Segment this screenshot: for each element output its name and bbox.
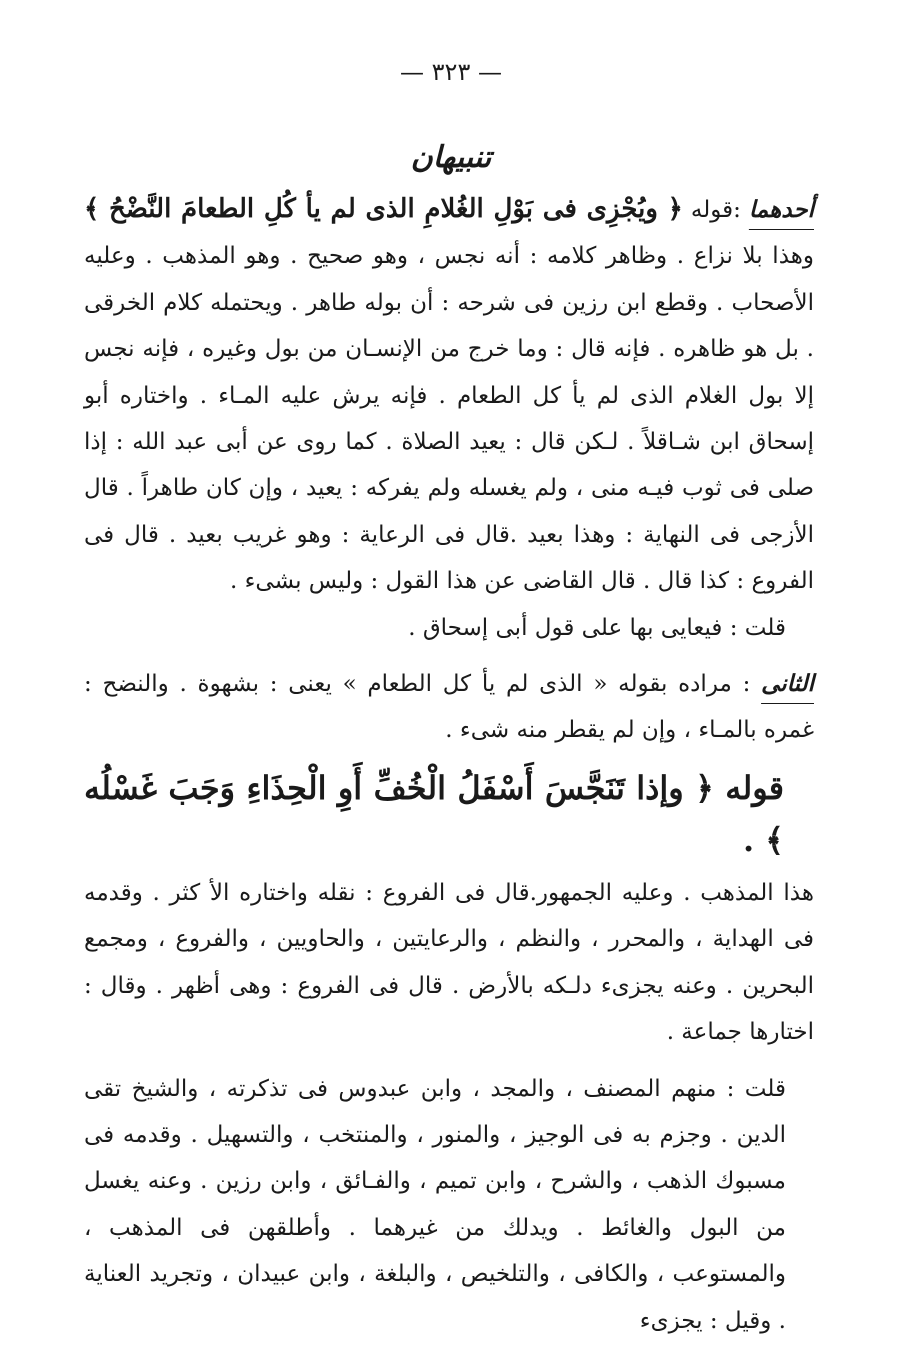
quran-style-quote: ﴿ ويُجْزِى فى بَوْلِ الغُلامِ الذى لم يأ كُلِ الطعامَ النَّضْحُ ﴾ (84, 194, 683, 224)
paragraph-text: هذا المذهب . وعليه الجمهور.قال فى الفروع : نقله واختاره الأ كثر . وقدمه فى الهداية ، والمحرر ، والنظم ، والرعايتين ، والحاويين ، والفروع ، ومجمع البحرين . وعنه يجزىء دلـكه بالأرض . قال فى الفروع : وهى أظهر . وقال : اختارها جماعة . (84, 879, 814, 1046)
paragraph-text: وهذا بلا نزاع . وظاهر كلامه : أنه نجس ، وهو صحيح . وهو المذهب . وعليه الأصحاب . وقطع ابن رزين فى شرحه : أن بوله طاهر . ويحتمله كلام الخرقى . بل هو ظاهره . فإنه قال : وما خرج من الإنسـان من بول وغيره ، فإنه نجس إلا بول الغلام الذى لم يأ كل الطعام . فإنه يرش عليه المـاء . واختاره أبو إسحاق ابن شـاقلاً . لـكن قال : يعيد الصلاة . كما روى عن أبى عبد الله : إذا صلى فى ثوب فيـه منى ، ولم يغسله ولم يفركه : يعيد ، وإن كان طاهراً . قال الأزجى فى النهاية : وهذا بعيد .قال فى الرعاية : وهو غريب بعيد . قال فى الفروع : كذا قال . قال القاضى عن هذا القول : وليس بشىء . (84, 243, 814, 595)
matn-lead: قوله (725, 768, 785, 807)
paragraph-second-note (84, 661, 814, 754)
paragraph-opinions (84, 1066, 814, 1344)
section-heading: تنبيهان (410, 140, 492, 175)
matn-quote (84, 762, 814, 866)
paragraph-text: قلت : فيعايى بها على قول أبى إسحاق . (408, 614, 786, 641)
paragraph-comment (84, 605, 814, 651)
quote-intro: :قوله (682, 197, 749, 223)
paragraph-text: : مراده بقوله « الذى لم يأ كل الطعام » يعنى : بشهوة . والنضح : غمره بالمـاء ، وإن لم يقطر منه شىء . (84, 671, 814, 744)
page-body (84, 186, 814, 1344)
note-lead-first: أحدهما (748, 196, 814, 223)
matn-text: ﴿ وإذا تَنَجَّسَ أَسْفَلُ الْخُفِّ أَوِ الْحِذَاءِ وَجَبَ غَسْلُه ﴾ . (84, 768, 784, 859)
note-lead-second: الثانى (761, 670, 814, 698)
paragraph-first-note (84, 186, 814, 605)
page-number: — ٣٢٣ — (400, 58, 502, 86)
paragraph-madhhab (84, 870, 814, 1056)
paragraph-text: قلت : منهم المصنف ، والمجد ، وابن عبدوس فى تذكرته ، والشيخ تقى الدين . وجزم به فى الوجيز ، والمنور ، والمنتخب ، والتسهيل . وقدمه فى مسبوك الذهب ، والشرح ، وابن تميم ، والفـائق ، وابن رزين . وعنه يغسل من البول والغائط . ويدلك من غيرهما . وأطلقهن فى المذهب ، والمستوعب ، والكافى ، والتلخيص ، والبلغة ، وابن عبيدان ، وتجريد العناية . وقيل : يجزىء (84, 1075, 786, 1334)
